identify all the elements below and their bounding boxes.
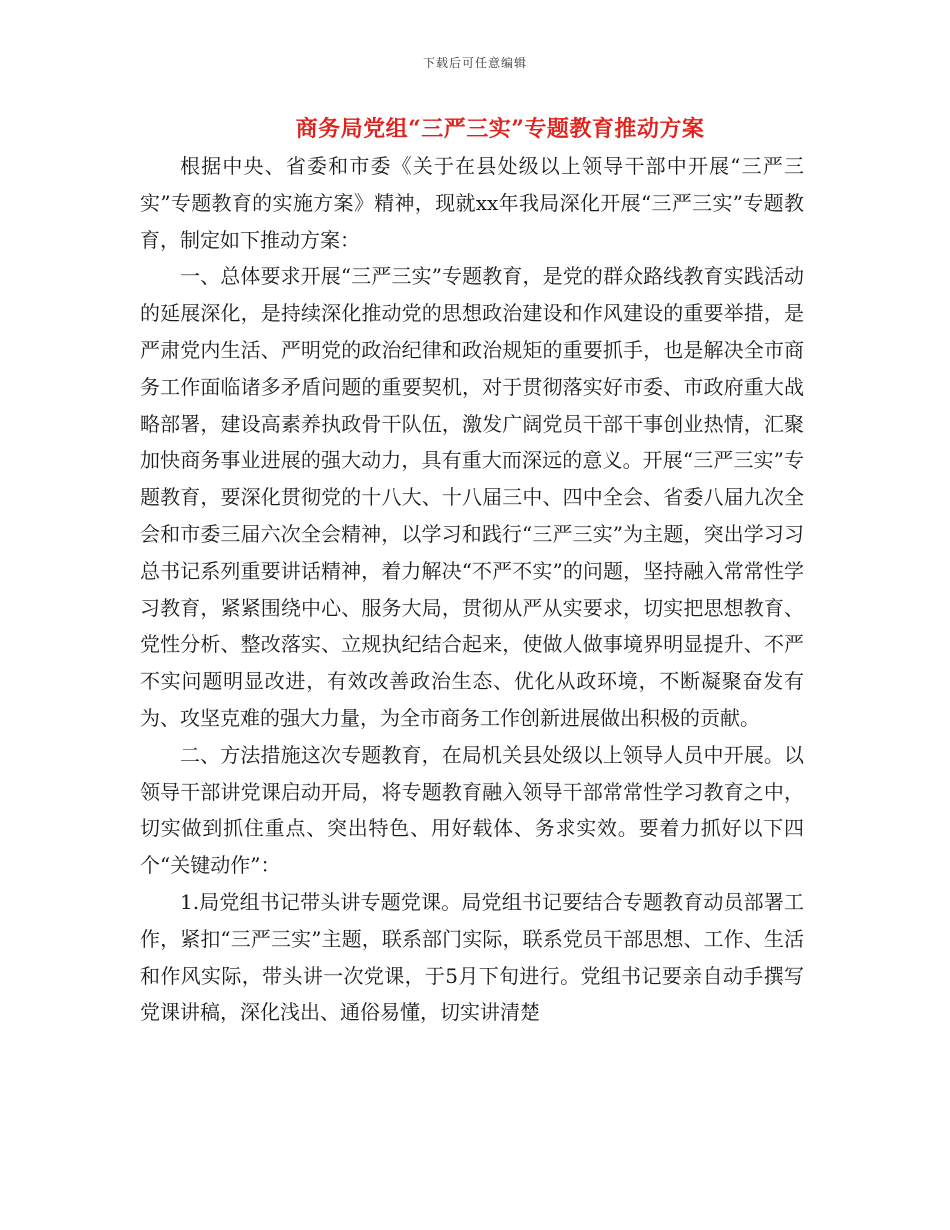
document-body <box>140 148 804 1031</box>
header-note: 下载后可任意编辑 <box>422 56 527 70</box>
paragraph-item-1: 1.局党组书记带头讲专题党课。局党组书记要结合专题教育动员部署工作，紧扣“三严三实”主题，联系部门实际，联系党员干部思想、工作、生活和作风实际，带头讲一次党课，于5月下旬进行。党组书记要亲自动手撰写党课讲稿，深化浅出、通俗易懂，切实讲清楚 <box>140 889 804 1025</box>
paragraph-methods: 二、方法措施这次专题教育，在局机关县处级以上领导人员中开展。以领导干部讲党课启动开局，将专题教育融入领导干部常常性学习教育之中，切实做到抓住重点、突出特色、用好载体、务求实效。要着力抓好以下四个“关键动作”： <box>140 742 804 878</box>
paragraph-intro: 根据中央、省委和市委《关于在县处级以上领导干部中开展“三严三实”专题教育的实施方案》精神，现就xx年我局深化开展“三严三实”专题教育，制定如下推动方案： <box>140 154 804 252</box>
paragraph-general-requirements: 一、总体要求开展“三严三实”专题教育，是党的群众路线教育实践活动的延展深化，是持续深化推动党的思想政治建设和作风建设的重要举措，是严肃党内生活、严明党的政治纪律和政治规矩的重要抓手，也是解决全市商务工作面临诸多矛盾问题的重要契机，对于贯彻落实好市委、市政府重大战略部署，建设高素养执政骨干队伍，激发广阔党员干部干事创业热情，汇聚加快商务事业进展的强大动力，具有重大而深远的意义。开展“三严三实”专题教育，要深化贯彻党的十八大、十八届三中、四中全会、省委八届九次全会和市委三届六次全会精神，以学习和践行“三严三实”为主题，突出学习习总书记系列重要讲话精神，着力解决“不严不实”的问题，坚持融入常常性学习教育，紧紧围绕中心、服务大局，贯彻从严从实要求，切实把思想教育、党性分析、整改落实、立规执纪结合起来，使做人做事境界明显提升、不严不实问题明显改进，有效改善政治生态、优化从政环境，不断凝聚奋发有为、攻坚克难的强大力量，为全市商务工作创新进展做出积极的贡献。 <box>140 264 804 730</box>
document-title: 商务局党组“三严三实”专题教育推动方案 <box>295 116 705 142</box>
